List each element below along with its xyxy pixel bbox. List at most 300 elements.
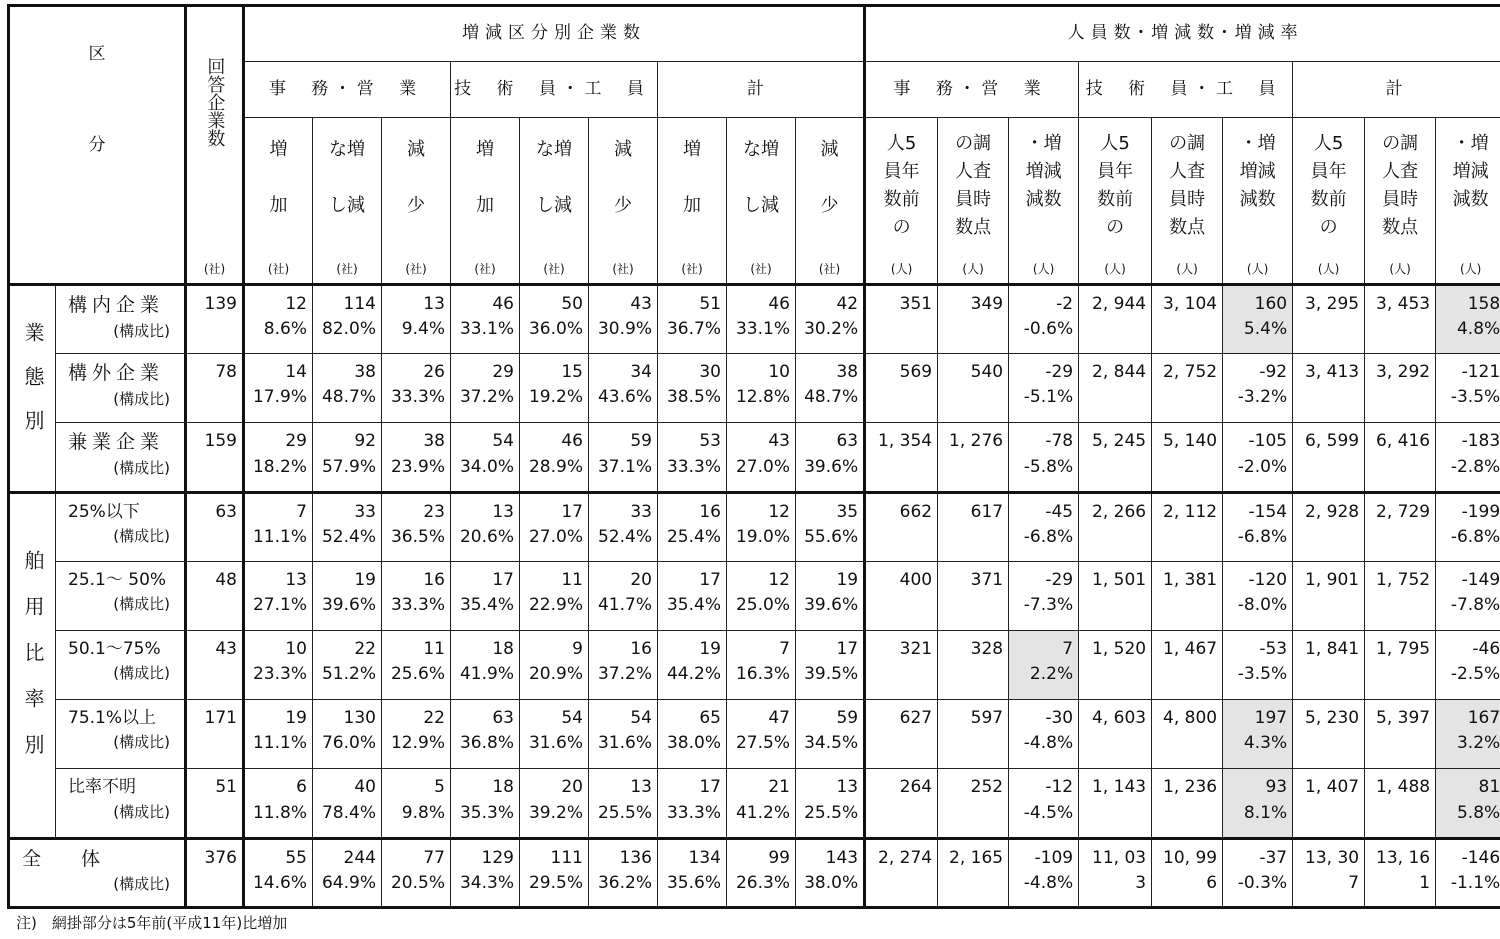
company-ratio: 27.5% — [735, 733, 790, 754]
personnel-office-header: 事 務･営 業 — [865, 62, 1079, 118]
survey-time-col-label-line: 数点 — [1382, 217, 1419, 239]
row-name: 75.1%以上 — [68, 708, 157, 729]
company-count-cell — [658, 769, 727, 838]
company-count: 17 — [561, 501, 583, 522]
company-count-cell — [382, 769, 451, 838]
personnel-value: -37 — [1259, 847, 1288, 868]
company-ratio: 39.2% — [528, 802, 583, 823]
company-ratio: 36.0% — [528, 319, 583, 340]
company-count-cell — [313, 838, 382, 907]
personnel-value: 1, 901 — [1305, 569, 1360, 590]
company-count: 16 — [630, 638, 652, 659]
personnel-value: 5, 140 — [1163, 431, 1218, 452]
personnel-cell — [1152, 630, 1223, 699]
change-col-label — [1009, 130, 1078, 214]
personnel-value: -183 — [1461, 431, 1500, 452]
respondents-value: 139 — [186, 284, 244, 353]
no-change-col-label-line: な増 — [743, 139, 779, 161]
personnel-cell — [1436, 492, 1500, 561]
row-label — [56, 700, 186, 769]
personnel-value: 1, 520 — [1092, 638, 1147, 659]
personnel-cell — [1079, 561, 1152, 630]
company-count-cell — [244, 769, 313, 838]
personnel-cell — [1009, 423, 1079, 492]
personnel-rate: 2.2% — [1029, 664, 1074, 685]
personnel-cell — [938, 354, 1009, 423]
company-count-cell — [727, 492, 796, 561]
company-ratio: 23.9% — [390, 456, 445, 477]
row-ratio-label: (構成比) — [113, 802, 170, 821]
row-ratio-label: (構成比) — [113, 321, 170, 340]
company-ratio: 55.6% — [804, 526, 859, 547]
personnel-rate: -7.8% — [1450, 595, 1500, 616]
company-count: 26 — [423, 362, 445, 383]
company-count: 46 — [492, 293, 514, 314]
personnel-rate: -7.3% — [1023, 595, 1074, 616]
five-years-ago-col-header — [865, 118, 938, 285]
personnel-rate: -6.8% — [1023, 526, 1074, 547]
personnel-value: 1, 501 — [1092, 569, 1147, 590]
increase-col-label-line: 増 — [683, 139, 701, 161]
personnel-value: 10, 99 — [1163, 847, 1218, 868]
company-ratio: 20.5% — [390, 872, 445, 893]
company-ratio: 33.3% — [666, 456, 721, 477]
company-ratio: 27.0% — [735, 456, 790, 477]
company-count: 42 — [836, 293, 859, 314]
company-ratio: 27.1% — [252, 595, 307, 616]
personnel-cell — [1152, 700, 1223, 769]
company-ratio: 17.9% — [252, 387, 307, 408]
company-count-cell — [796, 630, 865, 699]
company-ratio: 82.0% — [321, 319, 376, 340]
company-count-cell — [244, 423, 313, 492]
change-col-label-line: ・増 — [1239, 133, 1276, 155]
company-count: 92 — [354, 431, 376, 452]
personnel-cell — [1223, 561, 1293, 630]
company-ratio: 8.6% — [263, 319, 307, 340]
change-col-header — [1436, 118, 1500, 285]
decrease-col-label — [589, 122, 657, 234]
company-count: 12 — [285, 293, 307, 314]
company-count: 43 — [630, 293, 652, 314]
company-ratio: 35.6% — [666, 872, 721, 893]
decrease-col-label-line: 少 — [614, 195, 632, 217]
company-ratio: 39.6% — [804, 595, 859, 616]
company-ratio: 18.2% — [252, 456, 307, 477]
survey-time-col-label-line: 員時 — [955, 189, 992, 211]
personnel-cell — [938, 700, 1009, 769]
five-years-ago-col-label-line: 員年 — [1097, 161, 1134, 183]
company-ratio: 36.8% — [459, 733, 514, 754]
decrease-col-header — [796, 118, 865, 285]
company-count-cell — [244, 354, 313, 423]
increase-col-label-line: 増 — [269, 139, 288, 161]
personnel-rate: -0.3% — [1237, 872, 1288, 893]
decrease-col-label-line: 減 — [407, 139, 425, 161]
personnel-cell — [1223, 769, 1293, 838]
increase-col-label-line: 加 — [683, 195, 701, 217]
survey-time-unit: (人) — [962, 261, 984, 276]
personnel-value: -30 — [1045, 708, 1074, 729]
personnel-cell — [865, 769, 938, 838]
company-count: 29 — [285, 431, 307, 452]
company-ratio: 34.0% — [459, 456, 514, 477]
change-unit: (人) — [1459, 261, 1482, 276]
row-name: 全 体 — [22, 847, 106, 870]
company-count: 19 — [836, 569, 859, 590]
row-name: 25.1～ 50% — [68, 569, 167, 590]
row-ratio-label: (構成比) — [113, 733, 170, 752]
five-years-ago-unit: (人) — [890, 261, 913, 276]
decrease-unit: (社) — [818, 261, 841, 276]
change-unit: (人) — [1032, 261, 1055, 276]
kubun-top-label: 区 — [88, 43, 106, 64]
personnel-rate: -3.5% — [1450, 387, 1500, 408]
personnel-cell — [1152, 561, 1223, 630]
personnel-value: 371 — [970, 569, 1004, 590]
personnel-value: 3, 453 — [1376, 293, 1431, 314]
company-count: 13 — [630, 777, 652, 798]
personnel-value: 2, 112 — [1163, 501, 1218, 522]
personnel-rate: -8.0% — [1237, 595, 1288, 616]
personnel-cell — [865, 838, 938, 907]
company-count: 13 — [836, 777, 859, 798]
company-count-cell — [520, 561, 589, 630]
company-ratio: 33.1% — [459, 319, 514, 340]
company-ratio: 38.0% — [666, 733, 721, 754]
personnel-value: 1, 407 — [1305, 777, 1360, 798]
company-count-cell — [313, 561, 382, 630]
company-count-cell — [796, 284, 865, 353]
respondents-value: 48 — [186, 561, 244, 630]
personnel-cell — [1365, 630, 1436, 699]
company-count: 17 — [699, 777, 721, 798]
personnel-rate: -5.8% — [1023, 456, 1074, 477]
company-count-cell — [658, 284, 727, 353]
company-ratio: 25.0% — [735, 595, 790, 616]
company-count-cell — [658, 630, 727, 699]
company-count: 59 — [630, 431, 652, 452]
row-label — [9, 838, 186, 907]
company-count-cell — [727, 354, 796, 423]
change-col-label-line: 減数 — [1239, 189, 1276, 211]
personnel-cell — [1223, 284, 1293, 353]
personnel-cell — [1365, 423, 1436, 492]
company-count: 63 — [492, 708, 514, 729]
personnel-rate: 5.8% — [1456, 802, 1500, 823]
company-ratio: 36.7% — [666, 319, 721, 340]
personnel-value: 5, 397 — [1376, 708, 1431, 729]
company-ratio: 25.6% — [390, 664, 445, 685]
group-label: 業態別 — [21, 322, 45, 455]
company-ratio: 23.3% — [252, 664, 307, 685]
five-years-ago-col-label — [866, 130, 937, 242]
personnel-value: -105 — [1248, 431, 1288, 452]
change-col-header — [1223, 118, 1293, 285]
company-count: 33 — [354, 501, 376, 522]
company-count-cell — [382, 630, 451, 699]
change-col-label-line: ・増 — [1025, 133, 1062, 155]
personnel-value: -199 — [1461, 501, 1500, 522]
company-count: 129 — [481, 847, 514, 868]
change-col-label-line: 減数 — [1452, 189, 1489, 211]
company-ratio: 11.1% — [252, 526, 307, 547]
survey-time-col-header — [1152, 118, 1223, 285]
company-ratio: 76.0% — [321, 733, 376, 754]
personnel-value: 597 — [970, 708, 1004, 729]
personnel-cell — [1079, 700, 1152, 769]
company-ratio: 33.3% — [666, 802, 721, 823]
personnel-cell — [1152, 769, 1223, 838]
company-count-cell — [520, 838, 589, 907]
survey-time-col-header — [938, 118, 1009, 285]
company-count-cell — [796, 423, 865, 492]
personnel-cell — [938, 561, 1009, 630]
company-ratio: 33.3% — [390, 595, 445, 616]
five-years-ago-col-label-line: 数前 — [883, 189, 920, 211]
company-count-cell — [727, 284, 796, 353]
company-ratio: 52.4% — [597, 526, 652, 547]
company-count: 22 — [423, 708, 445, 729]
personnel-cell — [1079, 423, 1152, 492]
row-name: 比率不明 — [68, 777, 136, 798]
company-count-cell — [520, 354, 589, 423]
personnel-value: 3, 104 — [1163, 293, 1218, 314]
company-count-cell — [589, 838, 658, 907]
personnel-total-header: 計 — [1293, 62, 1500, 118]
personnel-rate: -0.6% — [1023, 319, 1074, 340]
personnel-cell — [1436, 423, 1500, 492]
company-ratio: 41.7% — [597, 595, 652, 616]
five-years-ago-col-label-line: 数前 — [1097, 189, 1134, 211]
personnel-rate: -3.5% — [1237, 664, 1288, 685]
company-ratio: 64.9% — [321, 872, 376, 893]
company-count: 10 — [768, 362, 790, 383]
no-change-unit: (社) — [543, 261, 565, 276]
personnel-value: 93 — [1265, 777, 1288, 798]
company-ratio: 28.9% — [528, 456, 583, 477]
personnel-value: 81 — [1478, 777, 1500, 798]
personnel-value: 662 — [899, 501, 933, 522]
decrease-unit: (社) — [612, 261, 634, 276]
decrease-col-header — [382, 118, 451, 285]
change-col-label — [1436, 130, 1500, 214]
no-change-col-label-line: し減 — [743, 195, 779, 217]
survey-time-col-label-line: 員時 — [1382, 189, 1419, 211]
company-count-cell — [382, 354, 451, 423]
company-count-cell — [451, 423, 520, 492]
company-count-cell — [382, 838, 451, 907]
personnel-value: 7 — [1062, 638, 1074, 659]
personnel-cell — [1079, 838, 1152, 907]
company-count: 14 — [285, 362, 307, 383]
company-count-cell — [244, 284, 313, 353]
personnel-value: 2, 944 — [1092, 293, 1147, 314]
companies-office-header: 事 務･営 業 — [244, 62, 451, 118]
company-count: 130 — [343, 708, 376, 729]
five-years-ago-col-label-line: の — [1106, 217, 1125, 239]
survey-time-col-label — [1152, 130, 1222, 242]
company-ratio: 34.5% — [804, 733, 859, 754]
company-count-cell — [727, 630, 796, 699]
company-count: 54 — [561, 708, 583, 729]
company-ratio: 22.9% — [528, 595, 583, 616]
five-years-ago-col-header — [1079, 118, 1152, 285]
company-ratio: 20.6% — [459, 526, 514, 547]
personnel-value: -46 — [1472, 638, 1500, 659]
row-ratio-label: (構成比) — [113, 459, 170, 478]
company-count: 19 — [354, 569, 376, 590]
company-ratio: 35.3% — [459, 802, 514, 823]
survey-time-col-header — [1365, 118, 1436, 285]
company-count-cell — [451, 700, 520, 769]
personnel-value: 3, 292 — [1376, 362, 1431, 383]
company-count: 63 — [836, 431, 859, 452]
company-ratio: 51.2% — [321, 664, 376, 685]
company-count: 7 — [296, 501, 307, 522]
no-change-col-label-line: し減 — [329, 195, 365, 217]
personnel-cell — [865, 630, 938, 699]
personnel-value: 2, 752 — [1163, 362, 1218, 383]
change-col-label-line: 増減 — [1239, 161, 1276, 183]
survey-time-col-label-line: 人査 — [1382, 161, 1419, 183]
data-table — [7, 4, 1500, 909]
personnel-cell — [1436, 284, 1500, 353]
personnel-value: 349 — [970, 293, 1004, 314]
personnel-value: 1, 381 — [1163, 569, 1218, 590]
personnel-value: -29 — [1045, 362, 1074, 383]
personnel-value: 569 — [899, 362, 933, 383]
company-ratio: 26.3% — [735, 872, 790, 893]
personnel-cell — [1436, 561, 1500, 630]
company-count-cell — [727, 561, 796, 630]
respondents-value: 43 — [186, 630, 244, 699]
company-ratio: 39.6% — [321, 595, 376, 616]
personnel-value: 1, 276 — [949, 431, 1004, 452]
company-count-cell — [313, 492, 382, 561]
personnel-value: 2, 844 — [1092, 362, 1147, 383]
personnel-cell — [1079, 492, 1152, 561]
group-label-cell — [9, 492, 56, 838]
five-years-ago-col-label-line: の — [892, 217, 911, 239]
company-count: 35 — [836, 501, 859, 522]
respondents-value: 63 — [186, 492, 244, 561]
company-count-cell — [313, 423, 382, 492]
increase-col-label — [451, 122, 519, 234]
personnel-value: -53 — [1259, 638, 1288, 659]
company-count-cell — [313, 769, 382, 838]
personnel-value: 2, 266 — [1092, 501, 1147, 522]
company-count: 29 — [492, 362, 514, 383]
company-count-cell — [520, 630, 589, 699]
company-count-cell — [796, 700, 865, 769]
change-unit: (人) — [1246, 261, 1269, 276]
company-count-cell — [451, 492, 520, 561]
survey-time-col-label — [1365, 130, 1435, 242]
company-count: 16 — [423, 569, 445, 590]
personnel-value: 6, 599 — [1305, 431, 1360, 452]
decrease-col-label-line: 少 — [407, 195, 425, 217]
personnel-rate: -6.8% — [1237, 526, 1288, 547]
row-name: 25%以下 — [68, 501, 140, 522]
company-ratio: 31.6% — [597, 733, 652, 754]
company-count-cell — [589, 354, 658, 423]
company-count: 134 — [688, 847, 721, 868]
decrease-col-header — [589, 118, 658, 285]
company-ratio: 33.3% — [390, 387, 445, 408]
personnel-cell — [938, 492, 1009, 561]
five-years-ago-col-label — [1293, 130, 1364, 242]
company-count: 99 — [768, 847, 790, 868]
company-count: 12 — [768, 501, 790, 522]
personnel-rate: -4.8% — [1023, 733, 1074, 754]
personnel-cell — [1293, 561, 1365, 630]
company-count: 33 — [630, 501, 652, 522]
company-count: 30 — [699, 362, 721, 383]
no-change-col-label-line: な増 — [329, 139, 365, 161]
personnel-value: -78 — [1045, 431, 1074, 452]
personnel-value: 617 — [970, 501, 1004, 522]
personnel-cell — [1365, 354, 1436, 423]
company-ratio: 57.9% — [321, 456, 376, 477]
row-ratio-label: (構成比) — [113, 664, 170, 683]
personnel-cell — [1223, 492, 1293, 561]
respondents-value: 159 — [186, 423, 244, 492]
row-label — [56, 769, 186, 838]
company-count: 13 — [285, 569, 307, 590]
personnel-cell — [1009, 700, 1079, 769]
company-count: 13 — [492, 501, 514, 522]
company-count-cell — [589, 700, 658, 769]
personnel-cell — [1293, 838, 1365, 907]
company-ratio: 11.1% — [252, 733, 307, 754]
company-count: 136 — [619, 847, 652, 868]
footnote: 注) 網掛部分は5年前(平成11年)比増加 — [16, 914, 288, 932]
decrease-col-label — [796, 122, 863, 234]
company-count: 55 — [285, 847, 307, 868]
personnel-value: 1, 752 — [1376, 569, 1431, 590]
five-years-ago-col-label-line: 員年 — [1310, 161, 1347, 183]
company-count-cell — [313, 700, 382, 769]
personnel-cell — [1293, 630, 1365, 699]
company-count: 77 — [423, 847, 445, 868]
company-count: 34 — [630, 362, 652, 383]
company-count: 13 — [423, 293, 445, 314]
company-count: 38 — [354, 362, 376, 383]
personnel-cell — [1009, 561, 1079, 630]
no-change-unit: (社) — [336, 261, 358, 276]
increase-col-label — [658, 122, 726, 234]
personnel-cell — [1293, 423, 1365, 492]
company-count-cell — [382, 284, 451, 353]
company-ratio: 19.2% — [528, 387, 583, 408]
company-count-cell — [658, 561, 727, 630]
company-count-cell — [727, 769, 796, 838]
personnel-value: -2 — [1056, 293, 1074, 314]
personnel-cell — [865, 492, 938, 561]
personnel-cell — [1223, 630, 1293, 699]
personnel-value: -120 — [1248, 569, 1288, 590]
personnel-rate: -4.5% — [1023, 802, 1074, 823]
increase-unit: (社) — [474, 261, 496, 276]
company-count-cell — [796, 561, 865, 630]
personnel-rate: 4.8% — [1456, 319, 1500, 340]
personnel-cell — [1152, 284, 1223, 353]
personnel-cell — [1436, 769, 1500, 838]
personnel-cell — [1152, 423, 1223, 492]
company-ratio: 16.3% — [735, 664, 790, 685]
company-ratio: 29.5% — [528, 872, 583, 893]
